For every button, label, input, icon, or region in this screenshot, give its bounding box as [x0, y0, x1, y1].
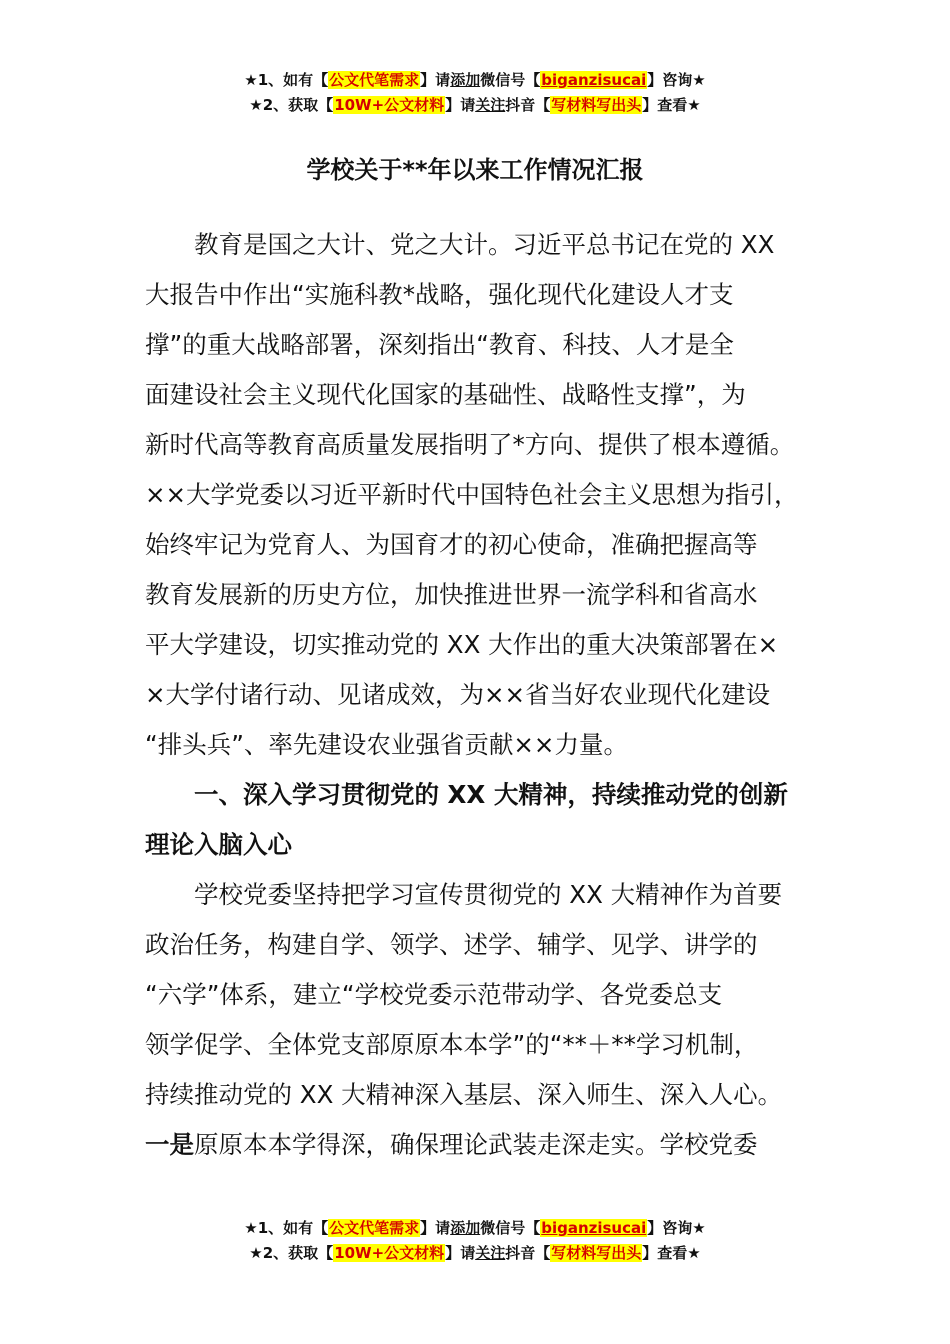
text-line: 撑”的重大战略部署，深刻指出“教育、科技、人才是全 — [145, 330, 734, 359]
bold-lead: 一是 — [145, 1130, 194, 1159]
banner-text: ★2、获取【 — [249, 96, 334, 114]
banner-text: 】请 — [445, 1244, 476, 1262]
text-line — [145, 1120, 825, 1170]
banner-line-2 — [0, 93, 950, 118]
text-line: 教育发展新的历史方位，加快推进世界一流学科和省高水 — [145, 580, 758, 609]
text-line: 始终牢记为党育人、为国育才的初心使命，准确把握高等 — [145, 530, 758, 559]
banner-text: 】请 — [445, 96, 476, 114]
text-line: 新时代高等教育高质量发展指明了*方向、提供了根本遵循。 — [145, 430, 795, 459]
banner-text: 】查看★ — [642, 96, 701, 114]
text-line: “排头兵”、率先建设农业强省贡献××力量。 — [145, 730, 628, 759]
text-line: 学校党委坚持把学习宣传贯彻党的 XX 大精神作为首要 — [194, 880, 783, 909]
text-line: 大报告中作出“实施科教*战略，强化现代化建设人才支 — [145, 280, 734, 309]
section-heading-1 — [145, 770, 825, 870]
paragraph-intro — [145, 220, 825, 770]
banner-text: 】请 — [420, 71, 451, 89]
emphasis-text: 关注 — [475, 96, 506, 114]
banner-text: 】请 — [420, 1219, 451, 1237]
heading-line: 理论入脑入心 — [145, 830, 292, 859]
banner-text: ★2、获取【 — [249, 1244, 334, 1262]
banner-text: ★1、如有【 — [244, 71, 329, 89]
highlight-tag: 公文代笔需求 — [329, 71, 420, 89]
heading-line: 一、深入学习贯彻党的 XX 大精神，持续推动党的创新 — [194, 780, 788, 809]
douyin-account-tag: 写材料写出头 — [551, 96, 642, 114]
highlight-tag: 10W+公文材料 — [334, 1244, 445, 1262]
banner-text: 抖音【 — [505, 96, 551, 114]
text-line: ××大学党委以习近平新时代中国特色社会主义思想为指引， — [145, 480, 799, 509]
text-line: 领学促学、全体党支部原原本本学”的“**＋**学习机制， — [145, 1030, 759, 1059]
top-banner — [0, 68, 950, 118]
banner-text: 】咨询★ — [647, 71, 706, 89]
text-line: 政治任务，构建自学、领学、述学、辅学、见学、讲学的 — [145, 930, 758, 959]
text-line: 平大学建设，切实推动党的 XX 大作出的重大决策部署在× — [145, 630, 779, 659]
highlight-tag: 10W+公文材料 — [334, 96, 445, 114]
highlight-tag: 公文代笔需求 — [329, 1219, 420, 1237]
douyin-account-tag: 写材料写出头 — [551, 1244, 642, 1262]
banner-text: 】查看★ — [642, 1244, 701, 1262]
text-line: “六学”体系，建立“学校党委示范带动学、各党委总支 — [145, 980, 723, 1009]
paragraph-section-1 — [145, 870, 825, 1170]
emphasis-text: 添加 — [450, 1219, 481, 1237]
text-line: 持续推动党的 XX 大精神深入基层、深入师生、深入人心。 — [145, 1080, 783, 1109]
banner-text: 抖音【 — [505, 1244, 551, 1262]
document-title: 学校关于**年以来工作情况汇报 — [306, 156, 644, 184]
text-line: 面建设社会主义现代化国家的基础性、战略性支撑”，为 — [145, 380, 746, 409]
wechat-id-link[interactable]: biganzisucai — [541, 71, 647, 89]
banner-text: 微信号【 — [480, 71, 541, 89]
document-body — [145, 220, 825, 1170]
bottom-banner — [0, 1216, 950, 1266]
banner-text: ★1、如有【 — [244, 1219, 329, 1237]
text-fragment: 原原本本学得深，确保理论武装走深走实。学校党委 — [194, 1130, 758, 1159]
banner-text: 】咨询★ — [647, 1219, 706, 1237]
wechat-id-link[interactable]: biganzisucai — [541, 1219, 647, 1237]
banner-text: 微信号【 — [480, 1219, 541, 1237]
emphasis-text: 关注 — [475, 1244, 506, 1262]
text-line: ×大学付诸行动、见诸成效，为××省当好农业现代化建设 — [145, 680, 771, 709]
emphasis-text: 添加 — [450, 71, 481, 89]
banner-line-1 — [0, 1216, 950, 1241]
text-line: 教育是国之大计、党之大计。习近平总书记在党的 XX — [194, 230, 775, 259]
banner-line-1 — [0, 68, 950, 93]
banner-line-2 — [0, 1241, 950, 1266]
